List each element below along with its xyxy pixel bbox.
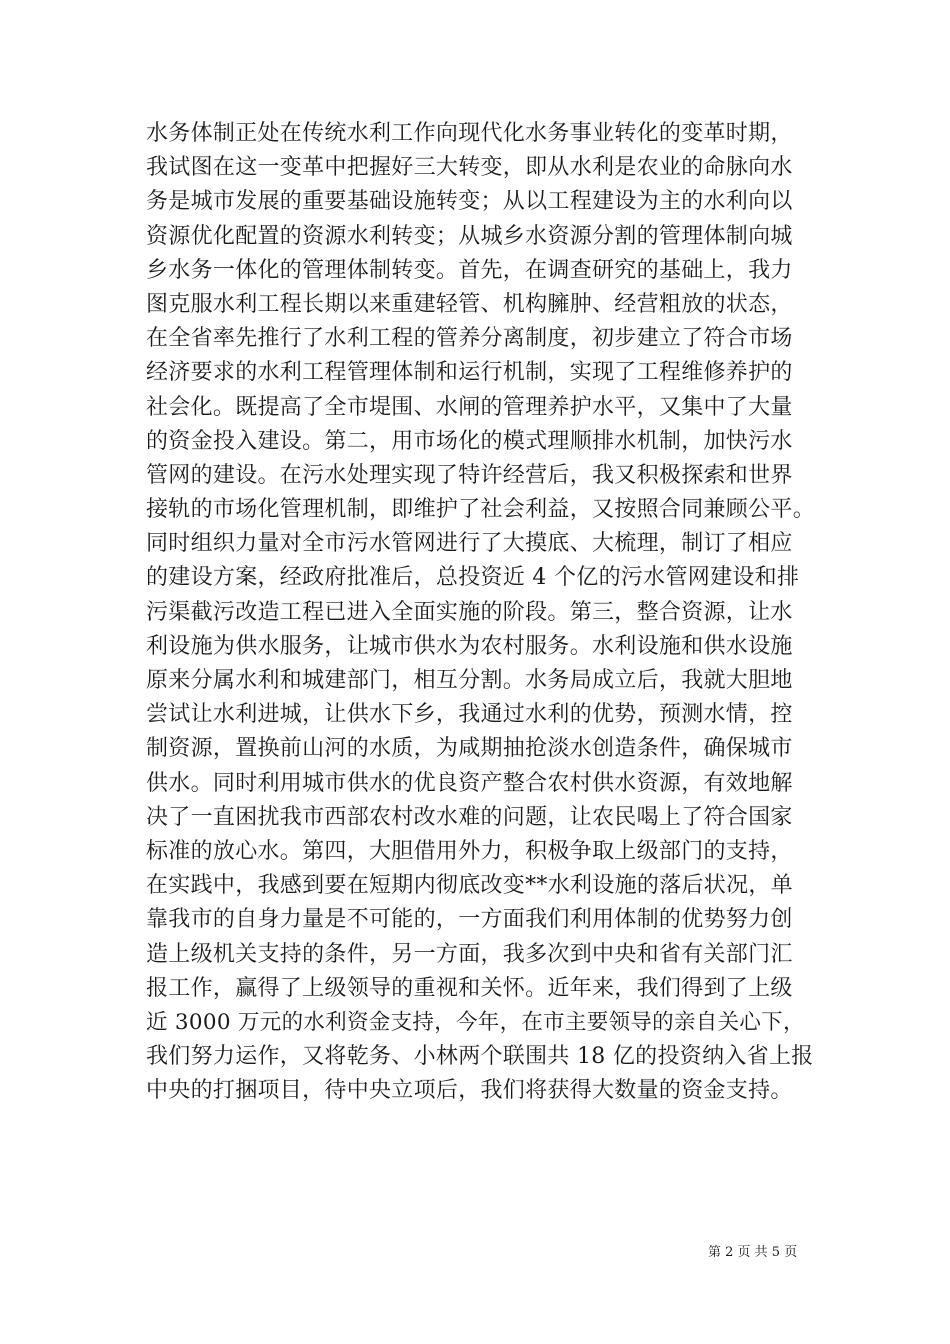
text-line: 经济要求的水利工程管理体制和运行机制，实现了工程维修养护的 bbox=[146, 360, 793, 386]
body-paragraph bbox=[146, 117, 816, 1108]
text-line: 务是城市发展的重要基础设施转变；从以工程建设为主的水利向以 bbox=[146, 189, 793, 215]
text-line: 同时组织力量对全市污水管网进行了大摸底、大梳理，制订了相应 bbox=[146, 531, 793, 557]
text-line: 原来分属水利和城建部门，相互分割。水务局成立后，我就大胆地 bbox=[146, 668, 793, 693]
text-line: 污渠截污改造工程已进入全面实施的阶段。第三，整合资源，让水 bbox=[146, 599, 793, 625]
text-line: 靠我市的自身力量是不可能的，一方面我们利用体制的优势努力创 bbox=[146, 907, 793, 933]
text-line: 我试图在这一变革中把握好三大转变，即从水利是农业的命脉向水 bbox=[146, 155, 793, 181]
text-line: 利设施为供水服务，让城市供水为农村服务。水利设施和供水设施 bbox=[146, 633, 793, 659]
text-line: 近 3000 万元的水利资金支持，今年，在市主要领导的亲自关心下， bbox=[146, 1009, 805, 1035]
text-line: 标准的放心水。第四，大胆借用外力，积极争取上级部门的支持， bbox=[146, 838, 793, 864]
text-line: 在全省率先推行了水利工程的管养分离制度，初步建立了符合市场 bbox=[146, 326, 793, 352]
text-line: 中央的打捆项目，待中央立项后，我们将获得大数量的资金支持。 bbox=[146, 1078, 793, 1104]
text-line: 报工作，赢得了上级领导的重视和关怀。近年来，我们得到了上级 bbox=[146, 975, 793, 1001]
text-line: 的建设方案，经政府批准后，总投资近 4 个亿的污水管网建设和排 bbox=[146, 565, 800, 591]
text-line: 管网的建设。在污水处理实现了特许经营后，我又积极探索和世界 bbox=[146, 462, 793, 488]
text-line: 乡水务一体化的管理体制转变。首先，在调查研究的基础上，我力 bbox=[146, 257, 793, 283]
text-line: 资源优化配置的资源水利转变；从城乡水资源分割的管理体制向城 bbox=[146, 223, 793, 249]
text-line: 制资源，置换前山河的水质，为咸期抽抢淡水创造条件，确保城市 bbox=[146, 736, 793, 762]
text-line: 图克服水利工程长期以来重建轻管、机构臃肿、经营粗放的状态， bbox=[146, 291, 793, 317]
text-line: 水务体制正处在传统水利工作向现代化水务事业转化的变革时期， bbox=[146, 121, 793, 146]
text-line: 的资金投入建设。第二，用市场化的模式理顺排水机制，加快污水 bbox=[146, 428, 793, 454]
text-line: 接轨的市场化管理机制，即维护了社会利益，又按照合同兼顾公平。 bbox=[146, 497, 816, 523]
text-line: 社会化。既提高了全市堤围、水闸的管理养护水平，又集中了大量 bbox=[146, 394, 793, 420]
text-line: 我们努力运作，又将乾务、小林两个联围共 18 亿的投资纳入省上报 bbox=[146, 1044, 814, 1070]
page-number-footer: 第 2 页 共 5 页 bbox=[708, 1245, 798, 1260]
text-line: 决了一直困扰我市西部农村改水难的问题，让农民喝上了符合国家 bbox=[146, 804, 793, 830]
text-line: 尝试让水利进城，让供水下乡，我通过水利的优势，预测水情，控 bbox=[146, 702, 793, 728]
text-line: 造上级机关支持的条件，另一方面，我多次到中央和省有关部门汇 bbox=[146, 941, 793, 967]
text-line: 在实践中，我感到要在短期内彻底改变**水利设施的落后状况，单 bbox=[146, 873, 794, 899]
text-line: 供水。同时利用城市供水的优良资产整合农村供水资源，有效地解 bbox=[146, 770, 793, 796]
